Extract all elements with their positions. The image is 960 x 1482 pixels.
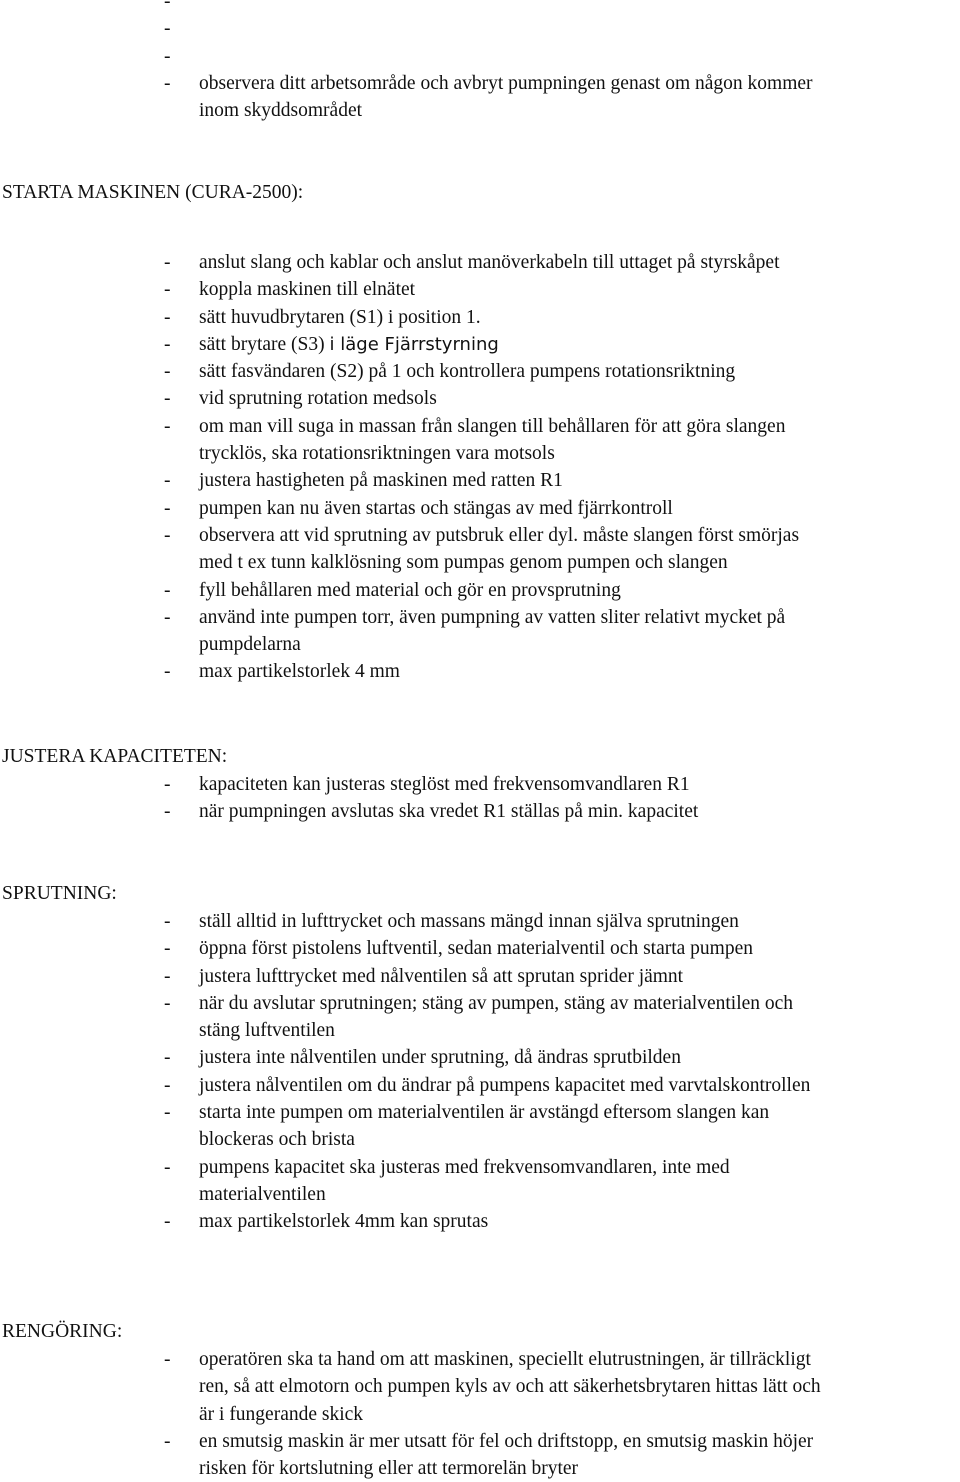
bullet-dash: - xyxy=(164,333,171,355)
list-item xyxy=(0,15,960,42)
list-item xyxy=(0,1208,960,1235)
item-line: materialventilen xyxy=(199,1183,326,1205)
item-line: är i fungerande skick xyxy=(199,1403,364,1425)
item-line: sätt brytare (S3) xyxy=(199,333,330,355)
list-item xyxy=(0,304,960,331)
item-line: pumpdelarna xyxy=(199,634,301,656)
item-line: använd inte pumpen torr, även pumpning av vatten sliter relativt mycket på xyxy=(199,606,786,628)
item-line: blockeras och brista xyxy=(199,1129,355,1151)
intro-list xyxy=(0,0,960,124)
list-item xyxy=(0,467,960,494)
list-item xyxy=(0,604,960,659)
item-line: operatören ska ta hand om att maskinen, speciellt elutrustningen, är tillräckligt xyxy=(199,1349,811,1370)
list-item xyxy=(0,331,960,358)
item-line: med t ex tunn kalklösning som pumpas genom pumpen och slangen xyxy=(199,552,728,574)
bullet-dash: - xyxy=(164,1074,171,1096)
bullet-dash: - xyxy=(164,1349,171,1370)
list-item xyxy=(0,385,960,412)
list-item xyxy=(0,413,960,468)
bullet-dash: - xyxy=(164,524,171,546)
bullet-dash: - xyxy=(164,388,171,410)
list-item xyxy=(0,1428,960,1482)
bullet-dash: - xyxy=(164,938,171,960)
section-heading-starta: STARTA MASKINEN (CURA-2500): xyxy=(2,182,304,203)
bullet-dash: - xyxy=(164,992,171,1014)
bullet-dash: - xyxy=(164,1047,171,1069)
list-item xyxy=(0,276,960,303)
section-heading-sprutning: SPRUTNING: xyxy=(2,883,117,904)
bullet-dash: - xyxy=(164,1430,171,1452)
bullet-dash: - xyxy=(164,72,171,94)
item-line: öppna först pistolens luftventil, sedan materialventil och starta pumpen xyxy=(199,938,753,960)
list-item xyxy=(0,577,960,604)
item-line: sätt fasvändaren (S2) på 1 och kontrollera pumpens rotationsriktning xyxy=(199,361,736,383)
item-line: ställ alltid in lufttrycket och massans mängd innan själva sprutningen xyxy=(199,911,739,932)
item-line: max partikelstorlek 4 mm xyxy=(199,661,400,683)
item-line: vid sprutning rotation medsols xyxy=(199,388,437,410)
bullet-dash: - xyxy=(164,606,171,628)
list-item xyxy=(0,1044,960,1071)
list-item xyxy=(0,43,960,70)
bullet-dash: - xyxy=(164,579,171,601)
bullet-dash: - xyxy=(164,774,171,795)
item-line: när du avslutar sprutningen; stäng av pumpen, stäng av materialventilen och xyxy=(199,992,794,1014)
item-line: starta inte pumpen om materialventilen är avstängd eftersom slangen kan xyxy=(199,1102,770,1124)
item-line: pumpen kan nu även startas och stängas av med fjärrkontroll xyxy=(199,497,673,519)
item-line: fyll behållaren med material och gör en provsprutning xyxy=(199,579,621,601)
bullet-dash: - xyxy=(164,1211,171,1233)
bullet-dash: - xyxy=(164,497,171,519)
bullet-dash: - xyxy=(164,415,171,437)
list-item xyxy=(0,798,960,825)
list-item xyxy=(0,908,960,935)
item-line: justera hastigheten på maskinen med ratten R1 xyxy=(199,470,563,492)
bullet-dash: - xyxy=(164,965,171,987)
bullet-dash: - xyxy=(164,470,171,492)
item-line: koppla maskinen till elnätet xyxy=(199,279,416,301)
bullet-dash: - xyxy=(164,911,171,932)
bullet-dash: - xyxy=(164,279,171,301)
list-item xyxy=(0,658,960,685)
list-item xyxy=(0,990,960,1045)
item-line: pumpens kapacitet ska justeras med frekvensomvandlaren, inte med xyxy=(199,1156,730,1178)
bullet-dash: - xyxy=(164,1102,171,1124)
item-line: risken för kortslutning eller att termorelän bryter xyxy=(199,1458,579,1480)
item-line: stäng luftventilen xyxy=(199,1020,335,1042)
section-heading-justera: JUSTERA KAPACITETEN: xyxy=(2,746,228,767)
item-line: en smutsig maskin är mer utsatt för fel och driftstopp, en smutsig maskin höjer xyxy=(199,1430,814,1452)
bullet-dash: - xyxy=(164,45,171,67)
list-item xyxy=(0,522,960,577)
bullet-dash: - xyxy=(164,306,171,328)
list-item xyxy=(0,1346,960,1428)
item-line: justera inte nålventilen under sprutning, då ändras sprutbilden xyxy=(199,1047,681,1069)
list-item xyxy=(0,495,960,522)
item-line: anslut slang och kablar och anslut manöverkabeln till uttaget på styrskåpet xyxy=(199,252,780,273)
rengoring-list xyxy=(0,1346,960,1482)
list-item xyxy=(0,935,960,962)
sprutning-list xyxy=(0,908,960,1236)
bullet-dash: - xyxy=(164,18,171,40)
item-line: när pumpningen avslutas ska vredet R1 ställas på min. kapacitet xyxy=(199,801,699,823)
bullet-dash: - xyxy=(164,0,171,12)
item-line: max partikelstorlek 4mm kan sprutas xyxy=(199,1211,489,1233)
item-line: inom skyddsområdet xyxy=(199,100,363,122)
item-line: observera att vid sprutning av putsbruk eller dyl. måste slangen först smörjas xyxy=(199,524,800,546)
item-line: om man vill suga in massan från slangen till behållaren för att göra slangen xyxy=(199,415,786,437)
item-line: observera ditt arbetsområde och avbryt pumpningen genast om någon kommer xyxy=(199,72,813,94)
item-line: kapaciteten kan justeras steglöst med frekvensomvandlaren R1 xyxy=(199,774,690,795)
list-item xyxy=(0,1154,960,1209)
bullet-dash: - xyxy=(164,1156,171,1178)
item-line: ren, så att elmotorn och pumpen kyls av och att säkerhetsbrytaren hittas lätt och xyxy=(199,1376,821,1398)
list-item xyxy=(0,358,960,385)
item-line: trycklös, ska rotationsriktningen vara motsols xyxy=(199,443,555,465)
bullet-dash: - xyxy=(164,252,171,273)
item-line: sätt huvudbrytaren (S1) i position 1. xyxy=(199,306,481,328)
bullet-dash: - xyxy=(164,661,171,683)
list-item xyxy=(0,963,960,990)
list-item xyxy=(0,1099,960,1154)
list-item xyxy=(0,249,960,276)
starta-list xyxy=(0,249,960,686)
item-line-emphasis: i läge Fjärrstyrning xyxy=(329,333,499,355)
list-item xyxy=(0,0,960,15)
item-line: justera nålventilen om du ändrar på pumpens kapacitet med varvtalskontrollen xyxy=(199,1074,811,1096)
bullet-dash: - xyxy=(164,801,171,823)
list-item xyxy=(0,1072,960,1099)
justera-list xyxy=(0,771,960,826)
item-line: justera lufttrycket med nålventilen så att sprutan sprider jämnt xyxy=(199,965,684,987)
list-item xyxy=(0,70,960,125)
bullet-dash: - xyxy=(164,361,171,383)
section-heading-rengoring: RENGÖRING: xyxy=(2,1321,123,1342)
list-item xyxy=(0,771,960,798)
